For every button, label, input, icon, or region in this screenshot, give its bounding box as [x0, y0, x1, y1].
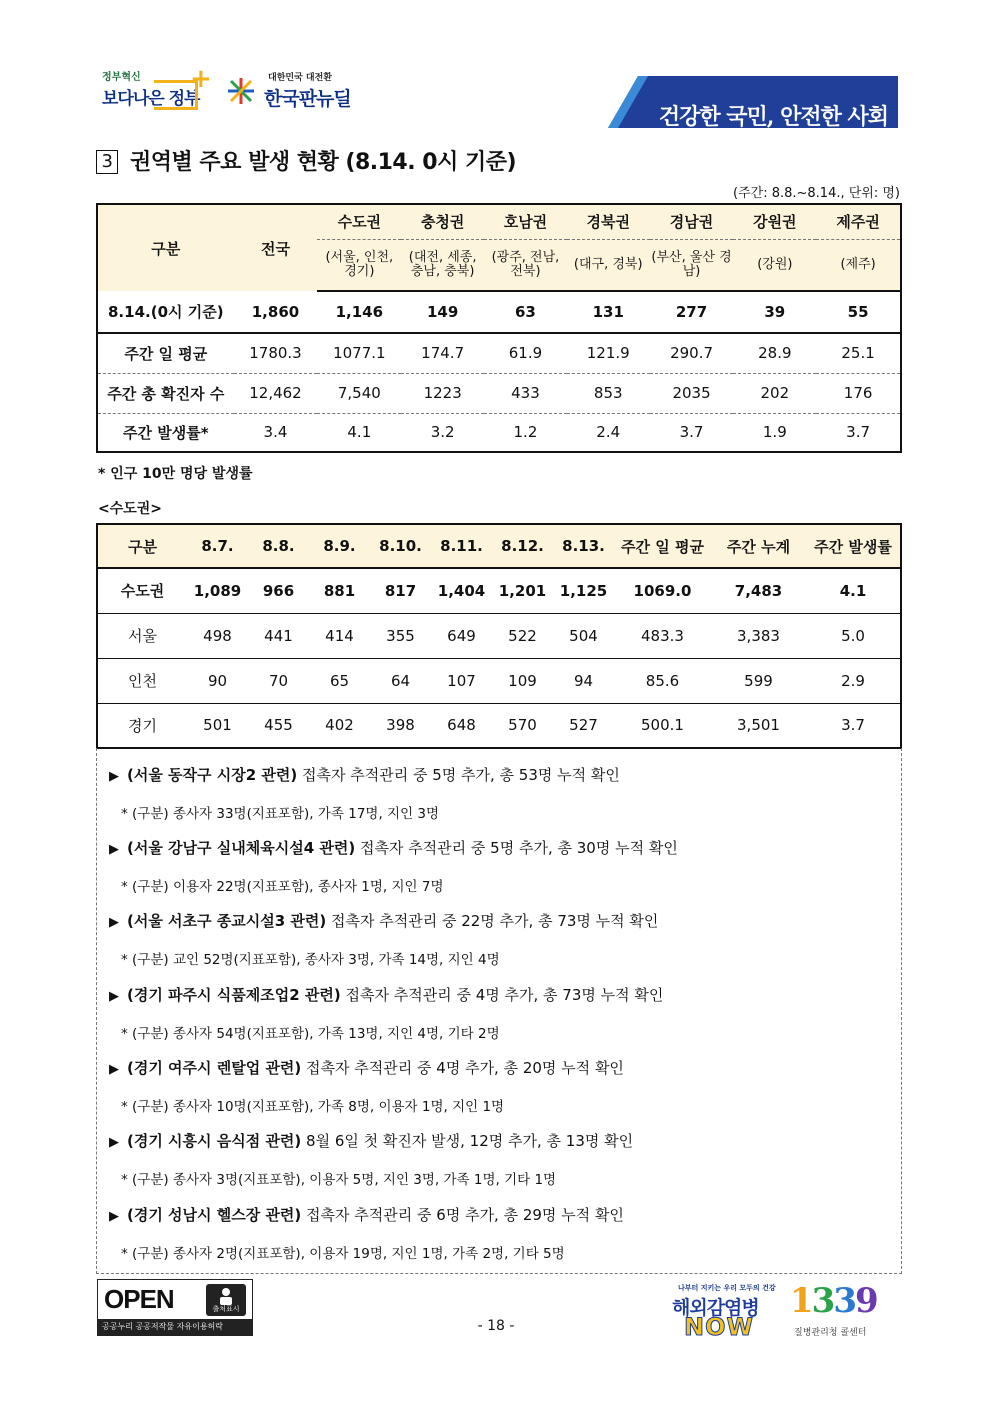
table1-subheader-cell: (대구, 경북)	[567, 239, 650, 291]
table-footnote: * 인구 10만 명당 발생률	[98, 466, 253, 482]
table2-header-cell: 8.9.	[309, 524, 370, 568]
table1-header-cell: 제주권	[816, 204, 901, 239]
list-item: ▶ (서울 강남구 실내체육시설4 관련) 접촉자 추적관리 중 5명 추가, 총 30명 누적 확인 * (구분) 이용자 22명(지표포함), 종사자 1명, 지인 7명	[109, 839, 678, 895]
list-item: ▶ (서울 동작구 시장2 관련) 접촉자 추적관리 중 5명 추가, 총 53명 누적 확인 * (구분) 종사자 33명(지표포함), 가족 17명, 지인 3명	[109, 766, 620, 822]
page-number: - 18 -	[477, 1318, 515, 1334]
table2-header-cell: 주간 일 평균	[614, 524, 711, 568]
table2-header-cell: 8.7.	[187, 524, 248, 568]
table1-subheader-cell: (대전, 세종, 충남, 충북)	[401, 239, 484, 291]
capital-area-table	[96, 523, 902, 749]
table1-header-cell: 호남권	[484, 204, 567, 239]
table1-header-cell: 전국	[260, 239, 290, 258]
triangle-bullet-icon: ▶	[109, 915, 119, 930]
table-row: 서울 498 441 414 355 649 522 504 483.3 3,383 5.0	[97, 613, 901, 658]
table2-header-cell: 주간 누계	[711, 524, 806, 568]
call-center-1339-logo: 1339 질병관리청 콜센터	[790, 1281, 877, 1338]
table-row: 주간 총 확진자 수 12,462 7,540 1223 433 853 2035 202 176	[97, 373, 901, 413]
table-row: 인천 90 70 65 64 107 109 94 85.6 599 2.9	[97, 658, 901, 703]
table2-header-cell: 8.11.	[431, 524, 492, 568]
table2-header-cell: 8.8.	[248, 524, 309, 568]
list-item: ▶ (경기 파주시 식품제조업2 관련) 접촉자 추적관리 중 4명 추가, 총 73명 누적 확인 * (구분) 종사자 54명(지표포함), 가족 13명, 지인 4명, 기타 2명	[109, 986, 664, 1042]
table1-header-cell: 수도권	[317, 204, 401, 239]
overseas-infection-now-logo: 나부터 지키는 우리 모두의 건강 해외감염병 NOW	[672, 1284, 776, 1341]
table2-header-cell: 8.10.	[370, 524, 431, 568]
table-row: 8.14.(0시 기준) 1,860 1,146 149 63 131 277 39 55	[97, 291, 901, 333]
table1-header-cell: 충청권	[401, 204, 484, 239]
triangle-bullet-icon: ▶	[109, 1209, 119, 1224]
table1-subheader-cell: (서울, 인천, 경기)	[317, 239, 401, 291]
table-row: 주간 일 평균 1780.3 1077.1 174.7 61.9 121.9 290.7 28.9 25.1	[97, 333, 901, 373]
cluster-list	[96, 748, 902, 1274]
table1-subheader-cell: (부산, 울산 경남)	[650, 239, 734, 291]
table-row: 주간 발생률* 3.4 4.1 3.2 1.2 2.4 3.7 1.9 3.7	[123, 423, 871, 442]
unit-note: (주간: 8.8.~8.14., 단위: 명)	[733, 186, 900, 201]
korean-new-deal-logo: 대한민국 대전환 한국판뉴딜	[226, 66, 356, 114]
list-item: ▶ (경기 시흥시 음식점 관련) 8월 6일 첫 확진자 발생, 12명 추가, 총 13명 확인 * (구분) 종사자 3명(지표포함), 이용자 5명, 지인 3명, 가족 1명, 기타 1명	[109, 1132, 634, 1188]
triangle-bullet-icon: ▶	[109, 989, 119, 1004]
section-title: 3 권역별 주요 발생 현황 (8.14. 0시 기준)	[96, 145, 516, 176]
regional-summary-table	[96, 203, 902, 453]
triangle-bullet-icon: ▶	[109, 1135, 119, 1150]
kogl-open-license-badge: OPEN 출처표시 공공누리 공공저작물 자유이용허락	[97, 1279, 253, 1336]
table1-header-cell: 강원권	[733, 204, 816, 239]
table1-header-cell: 구분	[151, 239, 181, 258]
table1-header-cell: 경남권	[650, 204, 734, 239]
table1-subheader-cell: (광주, 전남, 전북)	[484, 239, 567, 291]
triangle-bullet-icon: ▶	[109, 1062, 119, 1077]
table2-header-cell: 주간 발생률	[806, 524, 901, 568]
table-row: 수도권 1,089 966 881 817 1,404 1,201 1,125 1069.0 7,483 4.1	[97, 568, 901, 613]
page-header	[96, 62, 898, 128]
attribution-icon: 출처표시	[206, 1284, 246, 1316]
table2-header-cell: 8.12.	[492, 524, 553, 568]
new-deal-mark-icon	[226, 76, 256, 106]
table2-header-cell: 구분	[97, 524, 187, 568]
list-item: ▶ (경기 여주시 렌탈업 관련) 접촉자 추적관리 중 4명 추가, 총 20명 누적 확인 * (구분) 종사자 10명(지표포함), 가족 8명, 이용자 1명, 지인 1명	[109, 1059, 624, 1115]
section-number: 3	[96, 150, 118, 174]
subsection-heading: <수도권>	[98, 501, 163, 517]
table-row: 경기 501 455 402 398 648 570 527 500.1 3,501 3.7	[128, 716, 865, 735]
table1-subheader-cell: (강원)	[733, 239, 816, 291]
table1-subheader-cell: (제주)	[816, 239, 901, 291]
table1-header-cell: 경북권	[567, 204, 650, 239]
table2-header-cell: 8.13.	[553, 524, 614, 568]
list-item: ▶ (서울 서초구 종교시설3 관련) 접촉자 추적관리 중 22명 추가, 총 73명 누적 확인 * (구분) 교인 52명(지표포함), 종사자 3명, 가족 14명, 지인 4명	[109, 912, 659, 968]
triangle-bullet-icon: ▶	[109, 842, 119, 857]
gov-innovation-logo: 정부혁신 보다나은 정부 +	[102, 64, 212, 109]
slogan-banner: 건강한 국민, 안전한 사회	[608, 76, 898, 128]
list-item: ▶ (경기 성남시 헬스장 관련) 접촉자 추적관리 중 6명 추가, 총 29명 누적 확인 * (구분) 종사자 2명(지표포함), 이용자 19명, 지인 1명, 가족 2명, 기타 5명	[109, 1206, 624, 1262]
triangle-bullet-icon: ▶	[109, 769, 119, 784]
